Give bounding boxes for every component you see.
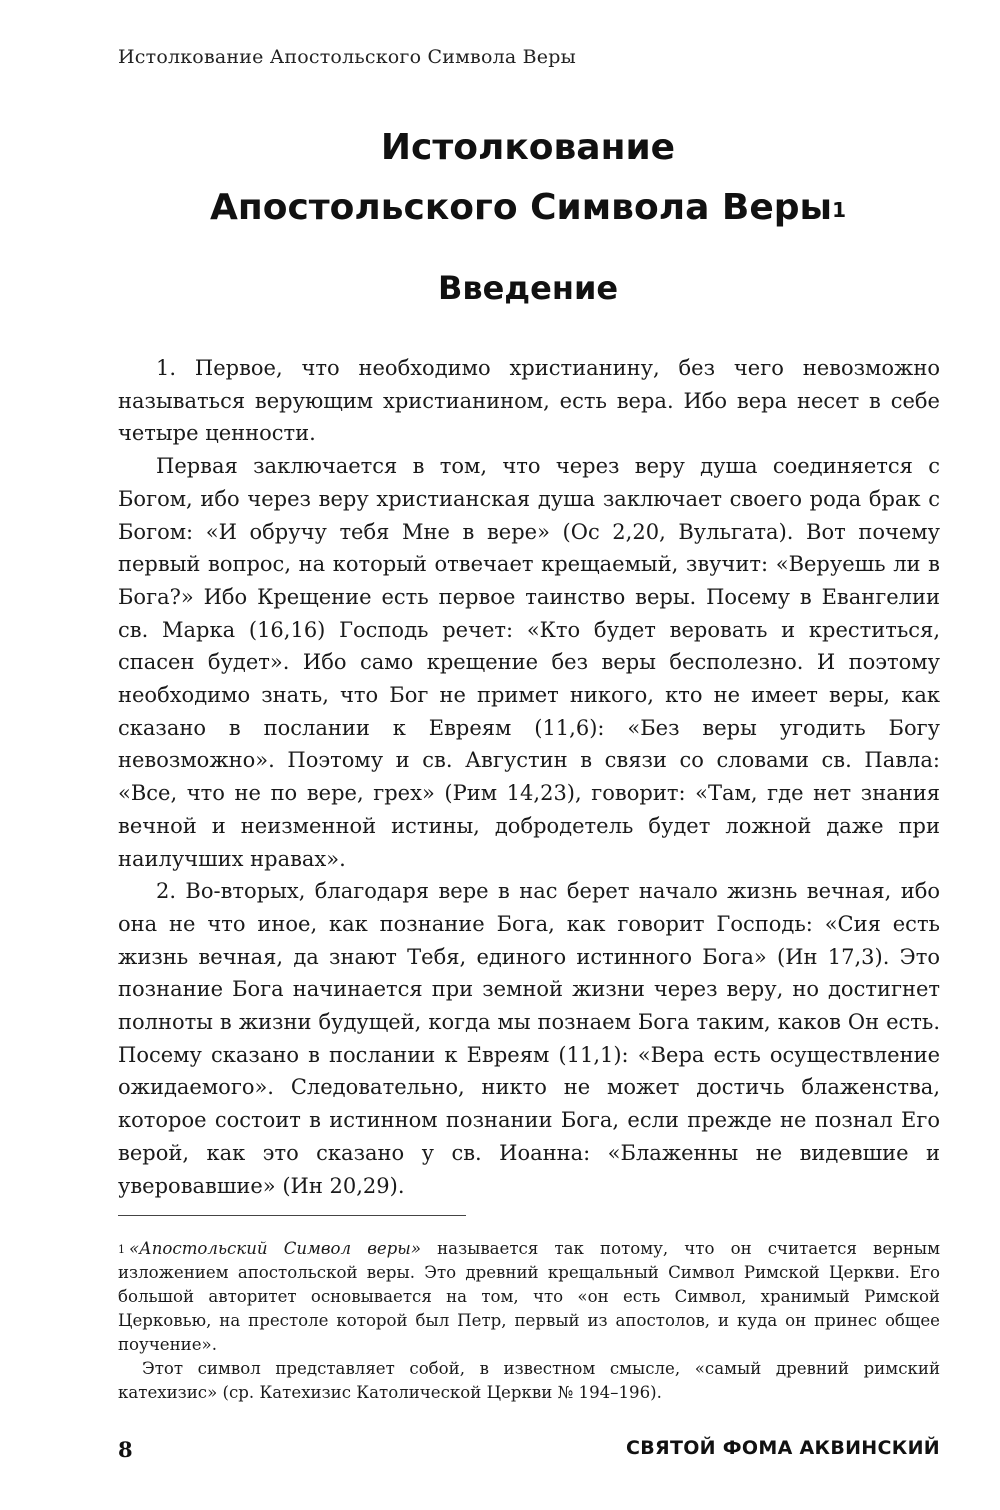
footnote-mark: 1	[118, 1243, 125, 1256]
title-footnote-ref[interactable]: 1	[832, 198, 846, 222]
chapter-title-line-2-text: Апостольского Символа Веры	[210, 187, 833, 228]
footnote-divider	[118, 1215, 466, 1216]
author-name: СВЯТОЙ ФОМА АКВИНСКИЙ	[625, 1437, 940, 1459]
chapter-title	[0, 118, 1000, 238]
footnotes	[118, 1237, 940, 1405]
chapter-title-line-2	[0, 178, 1000, 238]
footnote-1	[118, 1237, 940, 1357]
paragraph-2: Первая заключается в том, что через веру душа соединяется с Богом, ибо через веру христианская душа заключает своего рода брак с Богом: «И обручу тебя Мне в вере» (Ос 2,20, Вульгата). Вот почему первый вопрос, на который отвечает крещаемый, звучит: «Веруешь ли в Бога?» Ибо Крещение есть первое таинство веры. Посему в Евангелии св. Марка (16,16) Господь речет: «Кто будет веровать и креститься, спасен будет». Ибо само крещение без веры бесполезно. И поэтому необходимо знать, что Бог не примет никого, кто не имеет веры, как сказано в послании к Евреям (11,6): «Без веры угодить Богу невозможно». Поэтому и св. Августин в связи со словами св. Павла: «Все, что не по вере, грех» (Рим 14,23), говорит: «Там, где нет знания вечной и неизменной истины, добродетель будет ложной даже при наилучших нравах».	[118, 454, 940, 871]
paragraph-1: 1. Первое, что необходимо христианину, без чего невозможно называться верующим христианином, есть вера. Ибо вера несет в себе четыре ценности.	[118, 356, 940, 446]
page-number: 8	[118, 1437, 133, 1462]
running-head: Истолкование Апостольского Символа Веры	[118, 46, 576, 68]
section-heading: Введение	[437, 269, 619, 307]
body-text	[118, 352, 940, 1202]
footnote-text-2: Этот символ представляет собой, в известном смысле, «самый древний римский катехизис» (ср. Катехизис Католической Церкви № 194–196).	[118, 1359, 940, 1402]
paragraph-3: 2. Во-вторых, благодаря вере в нас берет начало жизнь вечная, ибо она не что иное, как познание Бога, как говорит Господь: «Сия есть жизнь вечная, да знают Тебя, единого истинного Бога» (Ин 17,3). Это познание Бога начинается при земной жизни через веру, но достигнет полноты в жизни будущей, когда мы познаем Бога таким, каков Он есть. Посему сказано в послании к Евреям (11,1): «Вера есть осуществление ожидаемого». Следовательно, никто не может достичь блаженства, которое состоит в истинном познании Бога, если прежде не познал Его верой, как это сказано у св. Иоанна: «Блаженны не видевшие и уверовавшие» (Ин 20,29).	[118, 879, 940, 1198]
chapter-title-line-1: Истолкование	[380, 127, 676, 168]
footnote-text-1: называется так потому, что он считается верным изложением апостольской веры. Это древний крещальный Символ Римской Церкви. Его большой авторитет основывается на том, что «он есть Символ, хранимый Римской Церковью, на престоле которой был Петр, первый из апостолов, и куда он принес общее поучение».	[118, 1239, 940, 1354]
footnote-italic-lead: «Апостольский Символ веры»	[129, 1239, 421, 1258]
